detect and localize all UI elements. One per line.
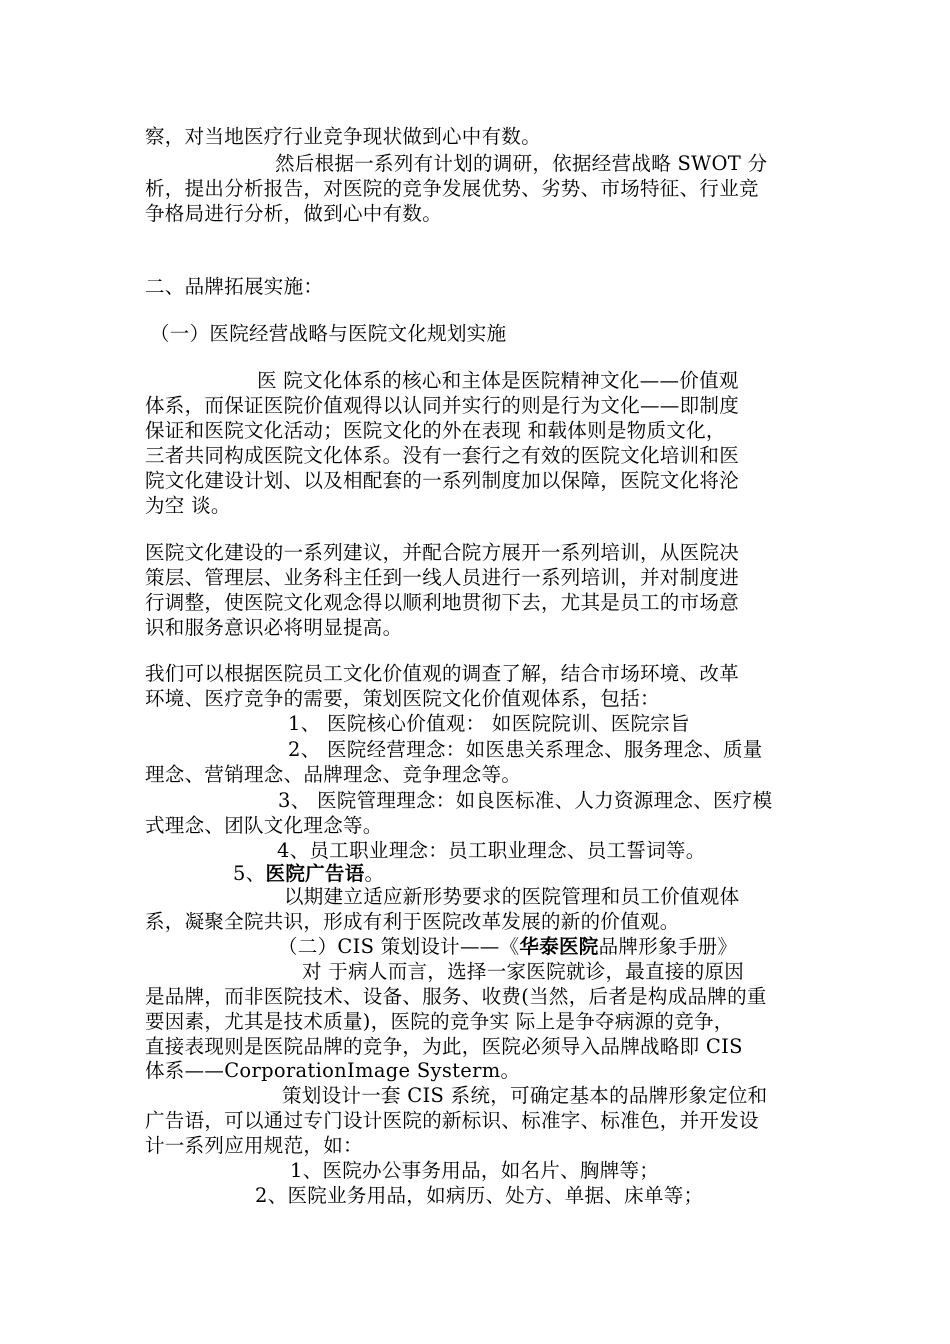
text-line: 医 院文化体系的核心和主体是医院精神文化——价值观 bbox=[257, 369, 739, 392]
list-item-continuation: 式理念、团队文化理念等。 bbox=[145, 814, 383, 837]
text-line: 对 于病人而言，选择一家医院就诊，最直接的原因 bbox=[302, 960, 745, 983]
text-line: 系，凝聚全院共识，形成有利于医院改革发展的新的价值观。 bbox=[145, 910, 680, 933]
list-tail: 。 bbox=[364, 862, 385, 885]
text-line: 识和服务意识必将明显提高。 bbox=[145, 616, 403, 639]
heading-prefix: （二）CIS 策划设计——《 bbox=[278, 935, 520, 958]
text-line: 体系，而保证医院价值观得以认同并实行的则是行为文化——即制度 bbox=[145, 394, 740, 417]
text-line: 院文化建设计划、以及相配套的一系列制度加以保障，医院文化将沦 bbox=[145, 469, 740, 492]
text-line: 直接表现则是医院品牌的竞争，为此，医院必须导入品牌战略即 CIS bbox=[145, 1035, 743, 1058]
list-item-continuation: 理念、营销理念、品牌理念、竞争理念等。 bbox=[145, 763, 522, 786]
section-heading: 二、品牌拓展实施： bbox=[145, 275, 324, 298]
text-line: 医院文化建设的一系列建议，并配合院方展开一系列培训，从医院决 bbox=[145, 541, 740, 564]
text-line: 争格局进行分析，做到心中有数。 bbox=[145, 202, 443, 225]
text-line: 计一系列应用规范，如： bbox=[145, 1134, 363, 1157]
list-number: 5、 bbox=[233, 862, 266, 885]
text-line: 广告语，可以通过专门设计医院的新标识、标准字、标准色，并开发设 bbox=[145, 1109, 759, 1132]
list-item: 4、员工职业理念：员工职业理念、员工誓词等。 bbox=[277, 839, 706, 862]
hospital-name: 华泰医院 bbox=[519, 935, 599, 958]
text-line: 以期建立适应新形势要求的医院管理和员工价值观体 bbox=[284, 885, 740, 908]
text-line: 析，提出分析报告，对医院的竞争发展优势、劣势、市场特征、行业竞 bbox=[145, 177, 759, 200]
text-line: 环境、医疗竞争的需要，策划医院文化价值观体系，包括： bbox=[145, 687, 660, 710]
text-line: 要因素，尤其是技术质量)，医院的竞争实 际上是争夺病源的竞争， bbox=[145, 1010, 734, 1033]
list-item: 2、医院业务用品，如病历、处方、单据、床单等； bbox=[255, 1184, 704, 1207]
text-line: 体系——CorporationImage Systerm。 bbox=[145, 1059, 521, 1082]
text-line: 行调整，使医院文化观念得以顺利地贯彻下去，尤其是员工的市场意 bbox=[145, 591, 740, 614]
text-line: 察，对当地医疗行业竞争现状做到心中有数。 bbox=[145, 125, 542, 148]
emphasis-text: 医院广告语 bbox=[265, 862, 365, 885]
subsection-heading: （一）医院经营战略与医院文化规划实施 bbox=[150, 322, 507, 345]
list-item: 1、医院办公事务用品，如名片、胸牌等； bbox=[290, 1159, 660, 1182]
list-item: 1、 医院核心价值观： 如医院院训、医院宗旨 bbox=[288, 712, 690, 735]
list-item: 2、 医院经营理念：如医患关系理念、服务理念、质量 bbox=[288, 738, 763, 761]
text-line: 三者共同构成医院文化体系。没有一套行之有效的医院文化培训和医 bbox=[145, 444, 740, 467]
text-line: 保证和医院文化活动；医院文化的外在表现 和载体则是物质文化， bbox=[145, 419, 726, 442]
list-item: 3、 医院管理理念：如良医标准、人力资源理念、医疗模 bbox=[278, 789, 773, 812]
text-line: 我们可以根据医院员工文化价值观的调查了解，结合市场环境、改革 bbox=[145, 662, 740, 685]
heading-suffix: 品牌形象手册》 bbox=[598, 935, 738, 958]
subsection-heading bbox=[278, 935, 808, 959]
list-item bbox=[233, 862, 633, 886]
text-line: 是品牌，而非医院技术、设备、服务、收费(当然，后者是构成品牌的重 bbox=[145, 985, 767, 1008]
text-line: 为空 谈。 bbox=[145, 494, 231, 517]
text-line: 策划设计一套 CIS 系统，可确定基本的品牌形象定位和 bbox=[282, 1084, 768, 1107]
text-line: 然后根据一系列有计划的调研，依据经营战略 SWOT 分 bbox=[275, 152, 768, 175]
text-line: 策层、管理层、业务科主任到一线人员进行一系列培训，并对制度进 bbox=[145, 566, 740, 589]
